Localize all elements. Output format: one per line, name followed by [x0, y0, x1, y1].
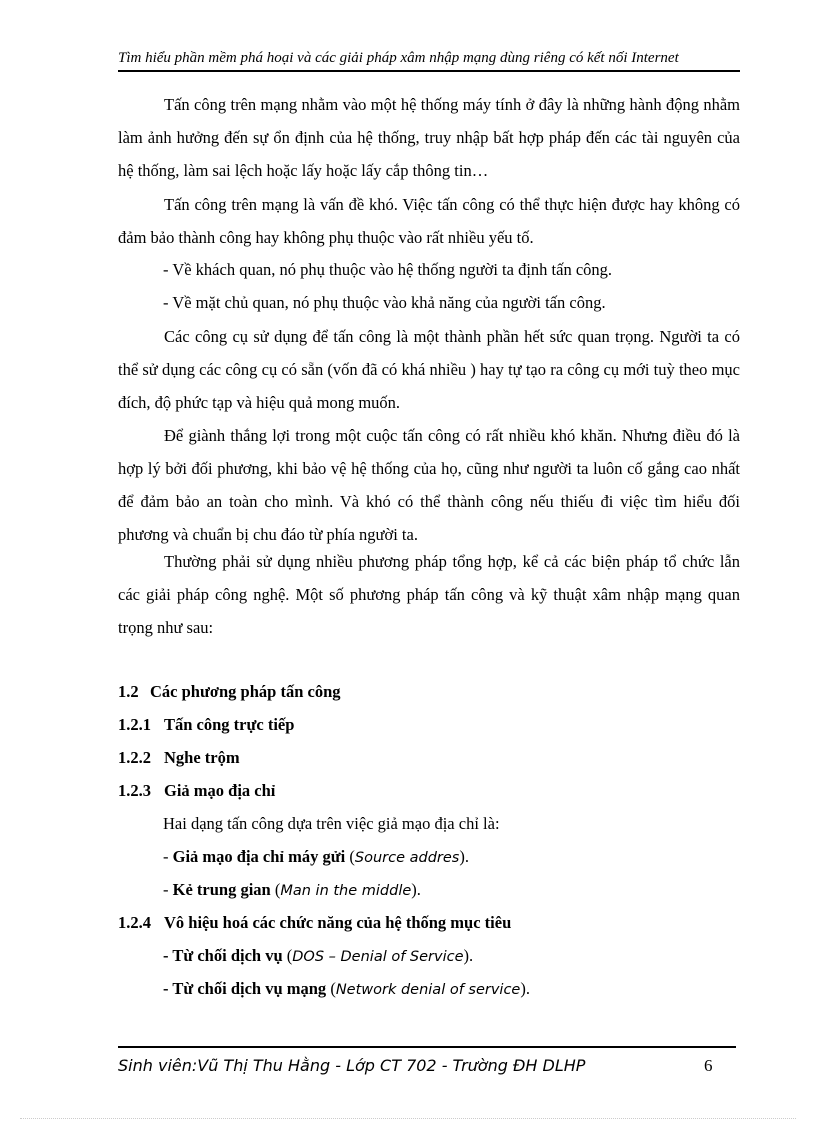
footer-rule: [118, 1046, 736, 1048]
list-item: - Kẻ trung gian (Man in the middle).: [163, 880, 421, 899]
item-term: Kẻ trung gian: [172, 880, 271, 899]
paragraph-4: Để giành thắng lợi trong một cuộc tấn công có rất nhiều khó khăn. Nhưng điều đó là hợp lý bởi đối phương, khi bảo vệ hệ thống của họ, cũng như người ta luôn cố gắng cao nhất để đảm bảo an toàn cho mình. Và khó có thể thành công nếu thiếu đi việc tìm hiểu đối phương và chuẩn bị chu đáo từ phía người ta.: [118, 426, 740, 544]
subsection-heading: [118, 715, 294, 735]
list-item: - Giả mạo địa chỉ máy gửi (Source addres).: [163, 847, 469, 866]
section-heading: [118, 682, 341, 702]
subsection-title: Nghe trộm: [164, 748, 240, 767]
bullet-objective: - Về khách quan, nó phụ thuộc vào hệ thống người ta định tấn công.: [163, 260, 613, 279]
footer-text: Sinh viên:Vũ Thị Thu Hằng - Lớp CT 702 - Trường ĐH DLHP: [118, 1056, 586, 1075]
page-edge-divider: [20, 1118, 796, 1119]
paragraph-3: Các công cụ sử dụng để tấn công là một thành phần hết sức quan trọng. Người ta có thể sử dụng các công cụ có sẵn (vốn đã có khá nhiều ) hay tự tạo ra công cụ mới tuỳ theo mục đích, độ phức tạp và hiệu quả mong muốn.: [118, 327, 740, 412]
subsection-title: Tấn công trực tiếp: [164, 715, 295, 734]
subsection-title: Giả mạo địa chỉ: [164, 781, 276, 800]
list-item: - Từ chối dịch vụ mạng (Network denial of service).: [163, 979, 530, 998]
item-english: Network denial of service: [335, 982, 521, 998]
subsection-heading: [118, 913, 511, 933]
spoof-intro: Hai dạng tấn công dựa trên việc giả mạo địa chỉ là:: [163, 814, 500, 833]
item-english: Man in the middle: [280, 883, 412, 899]
subsection-heading: [118, 781, 275, 801]
subsection-heading: [118, 748, 240, 768]
section-number: 1.2: [118, 682, 139, 701]
paragraph-2: Tấn công trên mạng là vấn đề khó. Việc tấn công có thể thực hiện được hay không có đảm bảo thành công hay không phụ thuộc vào rất nhiều yếu tố.: [118, 195, 740, 247]
list-item: - Từ chối dịch vụ (DOS – Denial of Service).: [163, 946, 474, 965]
item-term: Từ chối dịch vụ mạng: [172, 979, 327, 998]
paragraph-5: Thường phải sử dụng nhiều phương pháp tổng hợp, kể cả các biện pháp tổ chức lẫn các giải pháp công nghệ. Một số phương pháp tấn công và kỹ thuật xâm nhập mạng quan trọng như sau:: [118, 552, 740, 637]
section-title: Các phương pháp tấn công: [150, 682, 341, 701]
page-number: 6: [704, 1056, 713, 1075]
subsection-number: 1.2.1: [118, 715, 151, 734]
item-term: Từ chối dịch vụ: [172, 946, 283, 965]
subsection-number: 1.2.3: [118, 781, 151, 800]
subsection-title: Vô hiệu hoá các chức năng của hệ thống mục tiêu: [164, 913, 512, 932]
subsection-number: 1.2.2: [118, 748, 151, 767]
item-english: Source addres: [354, 850, 460, 866]
paragraph-1: Tấn công trên mạng nhằm vào một hệ thống máy tính ở đây là những hành động nhằm làm ảnh hưởng đến sự ổn định của hệ thống, truy nhập bất hợp pháp đến các tài nguyên của hệ thống, làm sai lệch hoặc lấy hoặc lấy cắp thông tin…: [118, 95, 740, 180]
item-term: Giả mạo địa chỉ máy gửi: [172, 847, 346, 866]
subsection-number: 1.2.4: [118, 913, 151, 932]
item-english: DOS – Denial of Service: [292, 949, 464, 965]
bullet-subjective: - Về mặt chủ quan, nó phụ thuộc vào khả năng của người tấn công.: [163, 293, 606, 312]
running-header: Tìm hiểu phần mềm phá hoại và các giải pháp xâm nhập mạng dùng riêng có kết nối Internet: [118, 50, 740, 72]
